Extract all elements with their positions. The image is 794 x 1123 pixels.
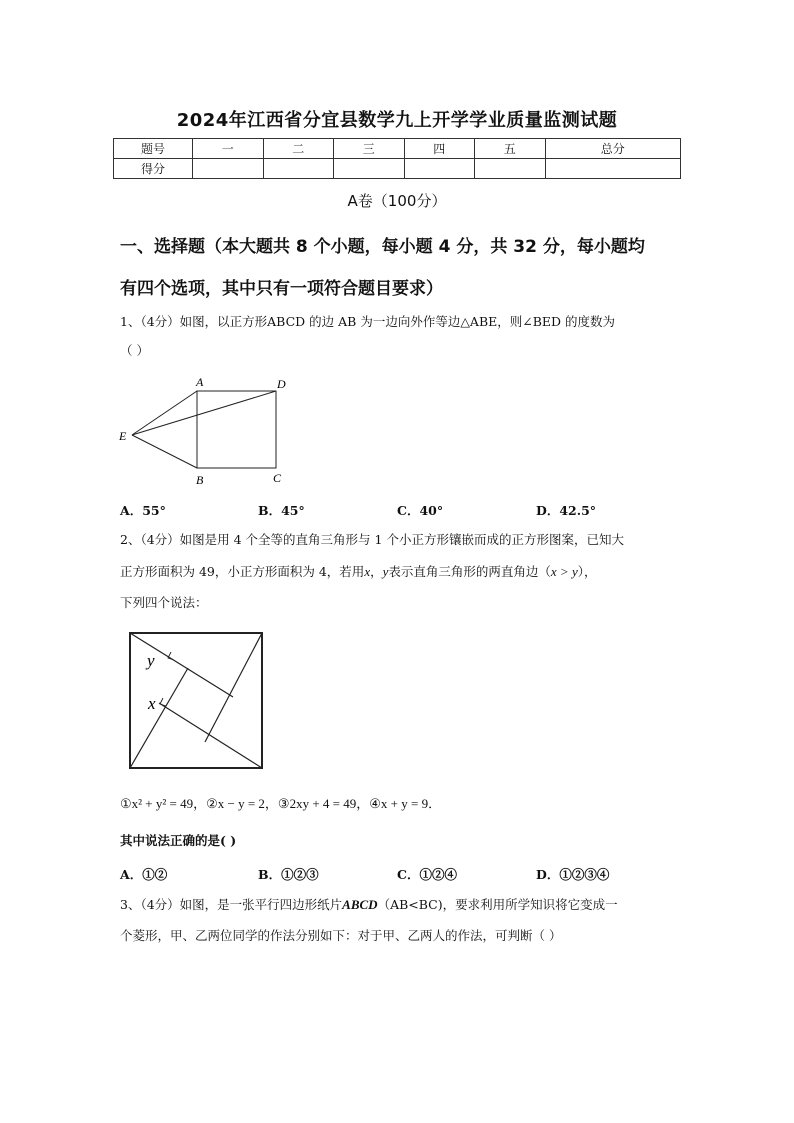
q1-option-c: C．40° (397, 503, 444, 518)
table-cell-empty (475, 159, 546, 179)
table-cell: 得分 (114, 159, 193, 179)
q2-condition: x > y (550, 564, 578, 579)
q1-option-b: B．45° (258, 503, 305, 518)
table-cell-empty (193, 159, 264, 179)
table-cell: 五 (475, 139, 546, 159)
table-cell-empty (263, 159, 334, 179)
q2-option-d: D．①②③④ (536, 867, 610, 882)
arrow-mark (168, 652, 174, 660)
label-y: y (147, 651, 155, 670)
table-cell: 一 (193, 139, 264, 159)
q3-text-line1 (120, 898, 680, 912)
label-e: E (119, 429, 127, 443)
q2-var-y: y (382, 564, 389, 579)
q2-var-x: x (364, 564, 371, 579)
q3-text-line2: 个菱形，甲、乙两位同学的作法分别如下：对于甲、乙两人的作法，可判断（ ） (120, 928, 562, 943)
table-cell-empty (404, 159, 475, 179)
label-d: D (277, 377, 286, 391)
label-c: C (273, 471, 282, 485)
triangle-edge (130, 633, 233, 697)
q1-text: 1、（4分）如图，以正方形ABCD 的边 AB 为一边向外作等边△ABE，则∠BED 的度数为 (120, 314, 616, 329)
q2-option-b: B．①②③ (258, 867, 319, 882)
q2-figure (126, 630, 266, 772)
table-cell: 题号 (114, 139, 193, 159)
label-x: x (148, 694, 156, 713)
part-heading-line2: 有四个选项，其中只有一项符合题目要求） (120, 279, 443, 299)
part-heading-line1: 一、选择题（本大题共 8 个小题，每小题 4 分，共 32 分，每小题均 (120, 237, 645, 257)
segment-ea (132, 391, 197, 435)
q3-line1-part-a: 3、（4分）如图，是一张平行四边形纸片 (120, 897, 343, 912)
q2-line2-sep: ， (370, 564, 383, 579)
score-table-score-row (114, 159, 681, 179)
q1-answer-paren: （ ） (120, 343, 149, 358)
q1-option-a: A．55° (120, 503, 166, 518)
section-heading: A卷（100分） (347, 192, 447, 210)
table-cell: 二 (263, 139, 334, 159)
page-title: 2024年江西省分宜县数学九上开学学业质量监测试题 (176, 110, 618, 131)
q2-text-line1: 2、（4分）如图是用 4 个全等的直角三角形与 1 个小正方形镶嵌而成的正方形图案，已知大 (120, 532, 624, 547)
label-b: B (196, 473, 204, 487)
table-cell-empty (334, 159, 405, 179)
q2-statements: ①x² + y² = 49，②x − y = 2，③2xy + 4 = 49，④x + y = 9． (120, 796, 442, 811)
q2-text-line3: 下列四个说法： (120, 595, 208, 610)
q2-line2-part-c: ）， (577, 564, 597, 579)
table-cell: 三 (334, 139, 405, 159)
triangle-edge (205, 633, 262, 742)
segment-eb (132, 435, 197, 468)
table-cell: 总分 (545, 139, 681, 159)
q2-question: 其中说法正确的是( ) (120, 833, 237, 848)
triangle-edge (130, 668, 188, 768)
q2-line2-part-b: 表示直角三角形的两直角边（ (388, 564, 551, 579)
score-table (113, 138, 681, 179)
segment-ed (132, 391, 276, 435)
q1-figure (115, 372, 295, 490)
q3-abcd: ABCD (342, 897, 378, 912)
q2-option-a: A．①② (120, 867, 168, 882)
table-cell: 四 (404, 139, 475, 159)
q2-option-c: C．①②④ (397, 867, 457, 882)
q2-text-line2 (120, 565, 680, 579)
q2-line2-part-a: 正方形面积为 49，小正方形面积为 4，若用 (120, 564, 365, 579)
q1-option-d: D．42.5° (536, 503, 597, 518)
score-table-header-row (114, 139, 681, 159)
table-cell-empty (545, 159, 681, 179)
label-a: A (196, 375, 204, 389)
q3-line1-part-b: （AB<BC)，要求利用所学知识将它变成一 (377, 897, 618, 912)
triangle-edge (159, 703, 262, 768)
